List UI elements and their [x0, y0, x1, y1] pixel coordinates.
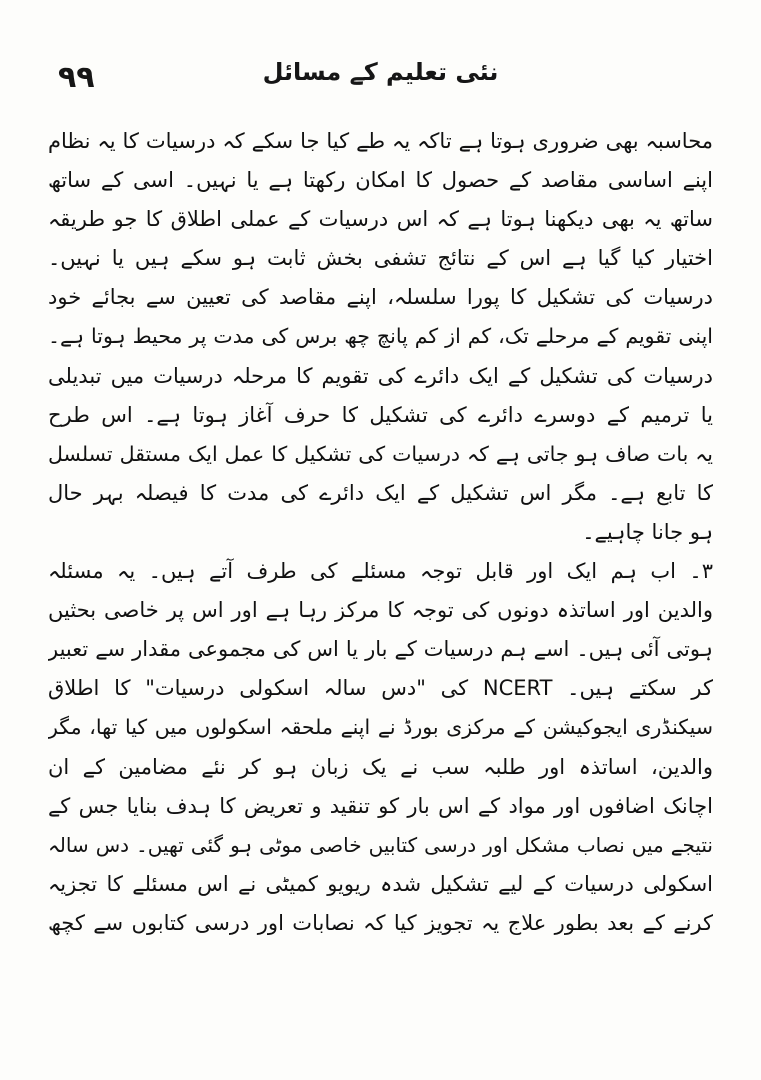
text-line: اختیار کیا گیا ہے اس کے نتائج تشفی بخش ثابت ہو سکے ہیں یا نہیں۔ [48, 246, 713, 271]
paragraph-end-line: ہو جانا چاہیے۔ [582, 519, 713, 544]
text-line: اسکولی درسیات کے لیے تشکیل شدہ ریویو کمیٹی نے اس مسئلے کا تجزیہ [48, 871, 713, 896]
page-number: ۹۹ [58, 60, 95, 95]
text-line: کرنے کے بعد بطور علاج یہ تجویز کیا کہ نصابات اور درسی کتابوں سے کچھ [48, 910, 713, 935]
text-line: والدین اور اساتذہ دونوں کی توجہ کا مرکز رہا ہے اور اس پر خاصی بحثیں [48, 598, 713, 623]
text-line: والدین، اساتذہ اور طلبہ سب نے یک زبان ہو کر نئے مضامین کے ان [48, 754, 713, 779]
text-line: نتیجے میں نصاب مشکل اور درسی کتابیں خاصی موٹی ہو گئی تھیں۔ دس سالہ [48, 832, 713, 857]
body-text [48, 122, 713, 943]
page-header [0, 52, 761, 102]
text-line: اپنی تقویم کے مرحلے تک، کم از کم پانچ چھ برس کی مدت پر محیط ہوتا ہے۔ [48, 324, 713, 349]
text-line: درسیات کی تشکیل کا پورا سلسلہ، اپنے مقاصد کی تعیین سے بجائے خود [48, 285, 713, 310]
running-title: نئی تعلیم کے مسائل [262, 58, 499, 86]
text-line: ۳۔ اب ہم ایک اور قابل توجہ مسئلے کی طرف آتے ہیں۔ یہ مسئلہ [48, 559, 713, 584]
text-line: اچانک اضافوں اور مواد کے اس بار کو تنقید و تعریض کا ہدف بنایا جس کے [48, 793, 713, 818]
text-line: کر سکتے ہیں۔ NCERT کی "دس سالہ اسکولی درسیات" کا اطلاق [48, 676, 713, 701]
text-line: یہ بات صاف ہو جاتی ہے کہ درسیات کی تشکیل کا عمل ایک مستقل تسلسل [48, 441, 713, 466]
text-line: یا ترمیم کے دوسرے دائرے کی تشکیل کا حرف آغاز ہوتا ہے۔ اس طرح [48, 402, 713, 427]
text-line: سیکنڈری ایجوکیشن کے مرکزی بورڈ نے اپنے ملحقہ اسکولوں میں کیا تھا، مگر [48, 715, 713, 740]
text-line: کا تابع ہے۔ مگر اس تشکیل کے ایک دائرے کی مدت کا فیصلہ بہر حال [48, 480, 713, 505]
text-line: درسیات کی تشکیل کے ایک دائرے کی تقویم کا مرحلہ درسیات میں تبدیلی [48, 363, 713, 388]
text-line: ساتھ یہ بھی دیکھنا ہوتا ہے کہ اس درسیات کے عملی اطلاق کا جو طریقہ [48, 207, 713, 232]
text-line: ہوتی آئی ہیں۔ اسے ہم درسیات کے بار یا اس کی مجموعی مقدار سے تعبیر [48, 637, 713, 662]
text-line: اپنے اساسی مقاصد کے حصول کا امکان رکھتا ہے یا نہیں۔ اسی کے ساتھ [48, 168, 713, 193]
text-line: محاسبہ بھی ضروری ہوتا ہے تاکہ یہ طے کیا جا سکے کہ درسیات کا یہ نظام [48, 129, 713, 153]
